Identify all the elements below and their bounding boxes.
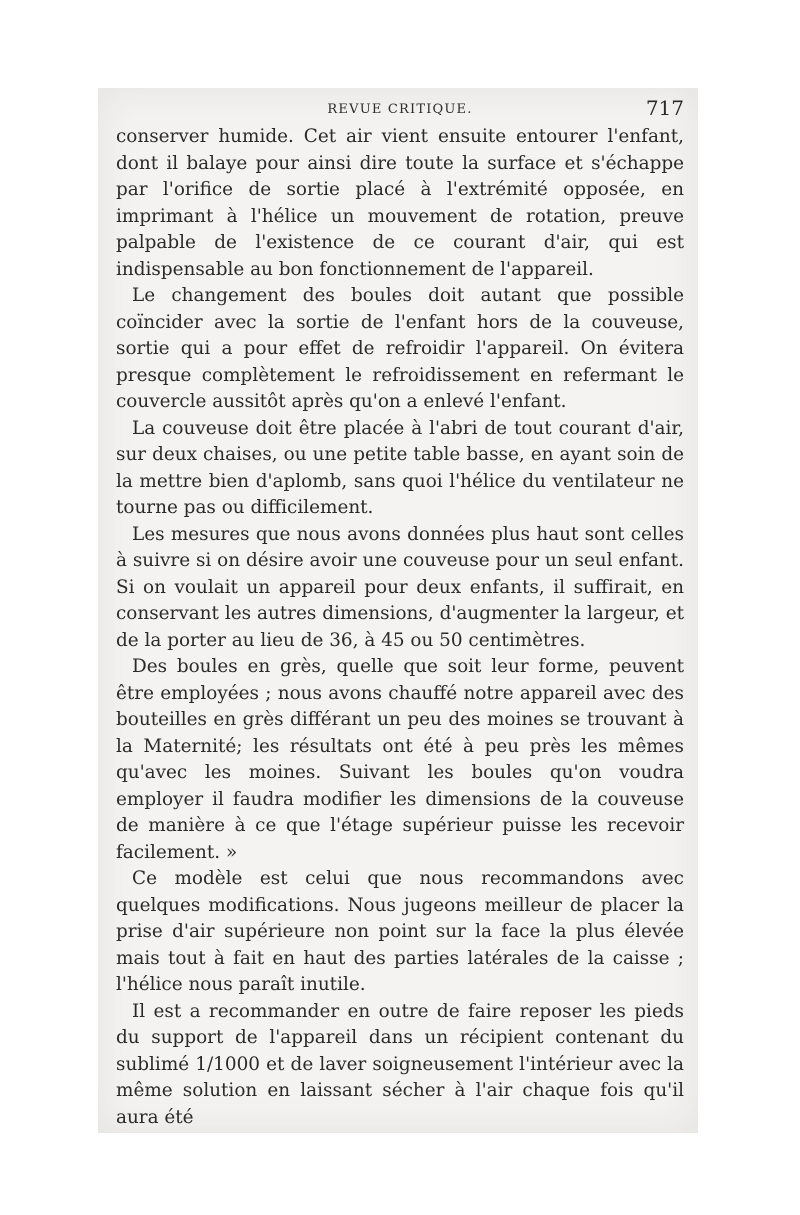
body-text xyxy=(116,124,684,1131)
paragraph: Le changement des boules doit autant que possible coïncider avec la sortie de l'enfant hors de la couveuse, sortie qui a pour effet de refroidir l'appareil. On évitera presque complètement le refroidissement en refermant le couvercle aussitôt après qu'on a enlevé l'enfant. xyxy=(116,285,684,412)
page-content xyxy=(116,96,684,1131)
paragraph: La couveuse doit être placée à l'abri de tout courant d'air, sur deux chaises, ou une petite table basse, en ayant soin de la mettre bien d'aplomb, sans quoi l'hélice du ventilateur ne tourne pas ou difficilement. xyxy=(116,417,684,518)
page-number: 717 xyxy=(645,96,684,120)
paragraph: Des boules en grès, quelle que soit leur forme, peuvent être employées ; nous avons chauffé notre appareil avec des bouteilles en grès différant un peu des moines se trouvant à la Maternité; les résultats ont été à peu près les mêmes qu'avec les moines. Suivant les boules qu'on voudra employer il faudra modifier les dimensions de la couveuse de manière à ce que l'étage supérieur puisse les recevoir facilement. » xyxy=(116,656,684,863)
paragraph: Les mesures que nous avons données plus haut sont celles à suivre si on désire avoir une couveuse pour un seul enfant. Si on voulait un appareil pour deux enfants, il suffirait, en conservant les autres dimensions, d'augmenter la largeur, et de la porter au lieu de 36, à 45 ou 50 centimètres. xyxy=(116,523,684,651)
paragraph: Il est a recommander en outre de faire reposer les pieds du support de l'appareil dans un récipient contenant du sublimé 1/1000 et de laver soigneusement l'intérieur avec la même solution en laissant sécher à l'air chaque fois qu'il aura été xyxy=(116,1000,684,1128)
running-title: REVUE CRITIQUE. xyxy=(327,102,473,117)
page-header xyxy=(116,96,684,124)
paragraph: conserver humide. Cet air vient ensuite entourer l'enfant, dont il balaye pour ainsi dire toute la surface et s'échappe par l'orifice de sortie placé à l'extrémité opposée, en imprimant à l'hélice un mouvement de rotation, preuve palpable de l'existence de ce courant d'air, qui est indispensable au bon fonctionnement de l'appareil. xyxy=(116,126,684,280)
paragraph: Ce modèle est celui que nous recommandons avec quelques modifications. Nous jugeons meilleur de placer la prise d'air supérieure non point sur la face la plus élevée mais tout à fait en haut des parties latérales de la caisse ; l'hélice nous paraît inutile. xyxy=(116,868,684,995)
